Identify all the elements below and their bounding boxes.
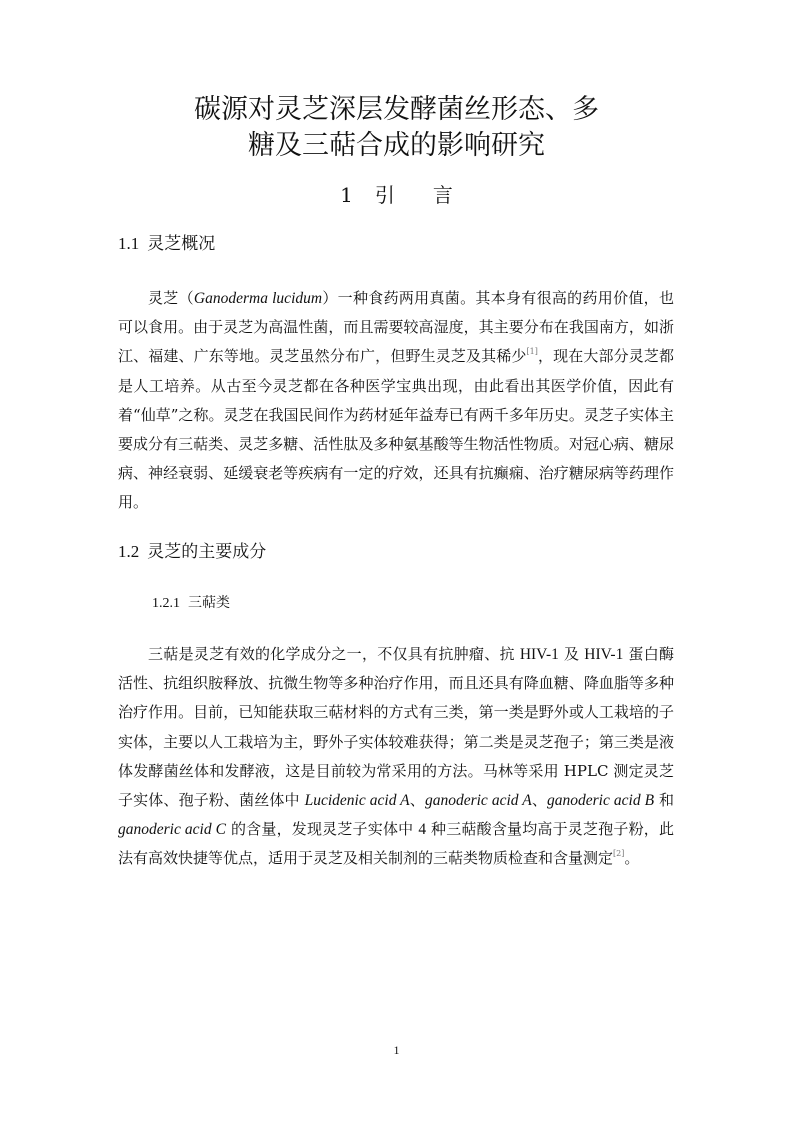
document-title-line-1: 碳源对灵芝深层发酵菌丝形态、多	[194, 94, 599, 125]
chapter-heading	[0, 182, 793, 208]
chapter-number: 1	[340, 183, 353, 207]
text-run: 蛋白酶活性、抗组织胺释放、抗微生物等多种治疗作用，而且还具有降血糖、降血脂等多种治疗作用。目前，已知能获取三萜材料的方式有三类，第一类是野外或人工栽培的子实体，主要以人工栽培为主，野外子实体较难获得；第二类是灵芝孢子；第三类是液体发酵菌丝体和发酵液，这是目前较为常采用的方法。马林等采用 HPLC 测定灵芝子实体、孢子粉、菌丝体中	[118, 645, 674, 810]
section-heading-1-1	[118, 232, 215, 256]
citation-ref[interactable]: [2]	[613, 849, 625, 859]
subsection-heading-1-2-1	[152, 593, 230, 614]
compound-name: ganoderic acid C	[118, 821, 227, 839]
latin-species-name: Ganoderma lucidum	[193, 290, 323, 307]
section-number: 1.2	[118, 542, 140, 561]
number-value: 4	[418, 821, 427, 839]
text-run: 、	[531, 791, 548, 810]
text-run: 和	[658, 791, 674, 810]
text-run: 。	[624, 849, 640, 868]
section-label: 灵芝概况	[147, 234, 216, 254]
term-hiv: HIV-1	[519, 646, 559, 663]
text-run: 灵芝（	[148, 289, 194, 307]
text-run: ）一种食药两用真菌。其本身有很高的药用价值，也可以食用。由于灵芝为高温性菌，而且需要较高湿度，其主要分布在我国南方，如浙江、福建、广东等地。灵芝虽然分布广，但野生灵芝及其稀少	[118, 289, 674, 366]
compound-name: ganoderic acid B	[547, 792, 655, 810]
text-run: 、	[409, 791, 425, 810]
section-heading-1-2	[118, 540, 266, 564]
paragraph-overview	[118, 284, 674, 518]
section-number: 1.1	[118, 234, 140, 253]
section-label: 灵芝的主要成分	[147, 542, 267, 562]
document-title-line-2: 糖及三萜合成的影响研究	[248, 130, 545, 161]
compound-name: Lucidenic acid A	[304, 792, 410, 810]
text-run: ，现在大部分灵芝都是人工培养。从古至今灵芝都在各种医学宝典出现，由此看出其医学价值，因此有着“仙草”之称。灵芝在我国民间作为药材延年益寿已有两千多年历史。灵芝子实体主要成分有三萜类、灵芝多糖、活性肽及多种氨基酸等生物活性物质。对冠心病、糖尿病、神经衰弱、延缓衰老等疾病有一定的疗效，还具有抗癫痫、治疗糖尿病等药理作用。	[118, 347, 674, 512]
paragraph-triterpenes	[118, 640, 674, 874]
page-number: 1	[393, 1043, 400, 1057]
text-run: 种三萜酸含量均高于灵芝孢子粉，此法有高效快捷等优点，适用于灵芝及相关制剂的三萜类物质检查和含量测定	[118, 820, 674, 868]
compound-name: ganoderic acid A	[424, 792, 532, 810]
citation-ref[interactable]: [1]	[526, 347, 538, 357]
text-run: 及	[563, 645, 580, 663]
text-run: 三萜是灵芝有效的化学成分之一，不仅具有抗肿瘤、抗	[148, 645, 515, 663]
text-run: 的含量，发现灵芝子实体中	[230, 820, 414, 839]
chapter-title-char-2: 言	[432, 183, 453, 207]
chapter-title-char-1: 引	[374, 183, 395, 207]
subsection-label: 三萜类	[188, 595, 230, 611]
term-hiv: HIV-1	[584, 646, 624, 663]
subsection-number: 1.2.1	[152, 596, 180, 611]
